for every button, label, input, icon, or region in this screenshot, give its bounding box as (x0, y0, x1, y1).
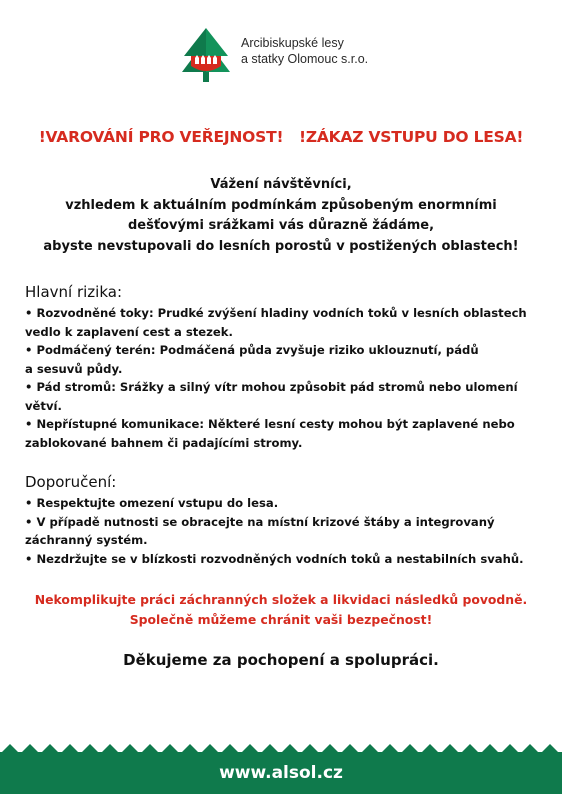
risk-item-line: • Pád stromů: Srážky a silný vítr mohou způsobit pád stromů nebo ulomení (25, 380, 518, 394)
company-name-line1: Arcibiskupské lesy (241, 36, 344, 50)
intro-line: dešťovými srážkami vás důrazně žádáme, (127, 218, 435, 233)
recommendations-title: Doporučení: (25, 473, 117, 491)
risks-section (25, 282, 545, 452)
recommendation-item (25, 494, 545, 513)
recommendation-item-line: • Respektujte omezení vstupu do lesa. (25, 496, 279, 510)
risk-item-line: a sesuvů půdy. (25, 361, 123, 376)
appeal-line: Nekomplikujte práci záchranných složek a likvidaci následků povodně. (34, 592, 528, 607)
risk-item (25, 415, 545, 452)
recommendation-item (25, 550, 545, 569)
risk-item-line: • Nepřístupné komunikace: Některé lesní cesty mohou být zaplavené nebo (25, 417, 515, 431)
website-link[interactable]: www.alsol.cz (219, 763, 343, 783)
intro-line: Vážení návštěvníci, (210, 177, 352, 192)
company-name (241, 35, 368, 67)
recommendations-section (25, 472, 545, 568)
thanks-text: Děkujeme za pochopení a spolupráci. (123, 651, 439, 669)
risks-title: Hlavní rizika: (25, 283, 123, 301)
risk-item-line: vedlo k zaplavení cest a stezek. (25, 324, 233, 339)
appeal-text (0, 590, 562, 630)
tree-church-logo-icon (180, 26, 232, 84)
recommendation-item-line: záchranný systém. (25, 533, 148, 547)
risk-item-line: zablokované bahnem či padajícími stromy. (25, 435, 303, 450)
footer-bar (0, 752, 562, 794)
header (0, 22, 562, 92)
company-name-line2: a statky Olomouc s.r.o. (241, 52, 369, 66)
recommendation-item-line: • V případě nutnosti se obracejte na místní krizové štáby a integrovaný (25, 514, 495, 529)
intro-line: abyste nevstupovali do lesních porostů v postižených oblastech! (43, 238, 519, 254)
risk-item (25, 304, 545, 341)
risk-item-line: větví. (25, 398, 62, 413)
risk-item-line: • Rozvodněné toky: Prudké zvýšení hladiny vodních toků v lesních oblastech (25, 306, 527, 320)
intro-text (0, 175, 562, 257)
risk-item (25, 378, 545, 415)
risk-item-line: • Podmáčený terén: Podmáčená půda zvyšuje riziko uklouznutí, pádů (25, 343, 479, 357)
intro-line: vzhledem k aktuálním podmínkám způsobeným enormními (65, 197, 497, 213)
appeal-line: Společně můžeme chránit vaši bezpečnost! (129, 612, 433, 627)
risk-item (25, 341, 545, 378)
warning-heading: !VAROVÁNÍ PRO VEŘEJNOST! !ZÁKAZ VSTUPU DO LESA! (38, 128, 524, 146)
recommendation-item (25, 513, 545, 550)
recommendation-item-line: • Nezdržujte se v blízkosti rozvodněných vodních toků a nestabilních svahů. (25, 551, 524, 566)
